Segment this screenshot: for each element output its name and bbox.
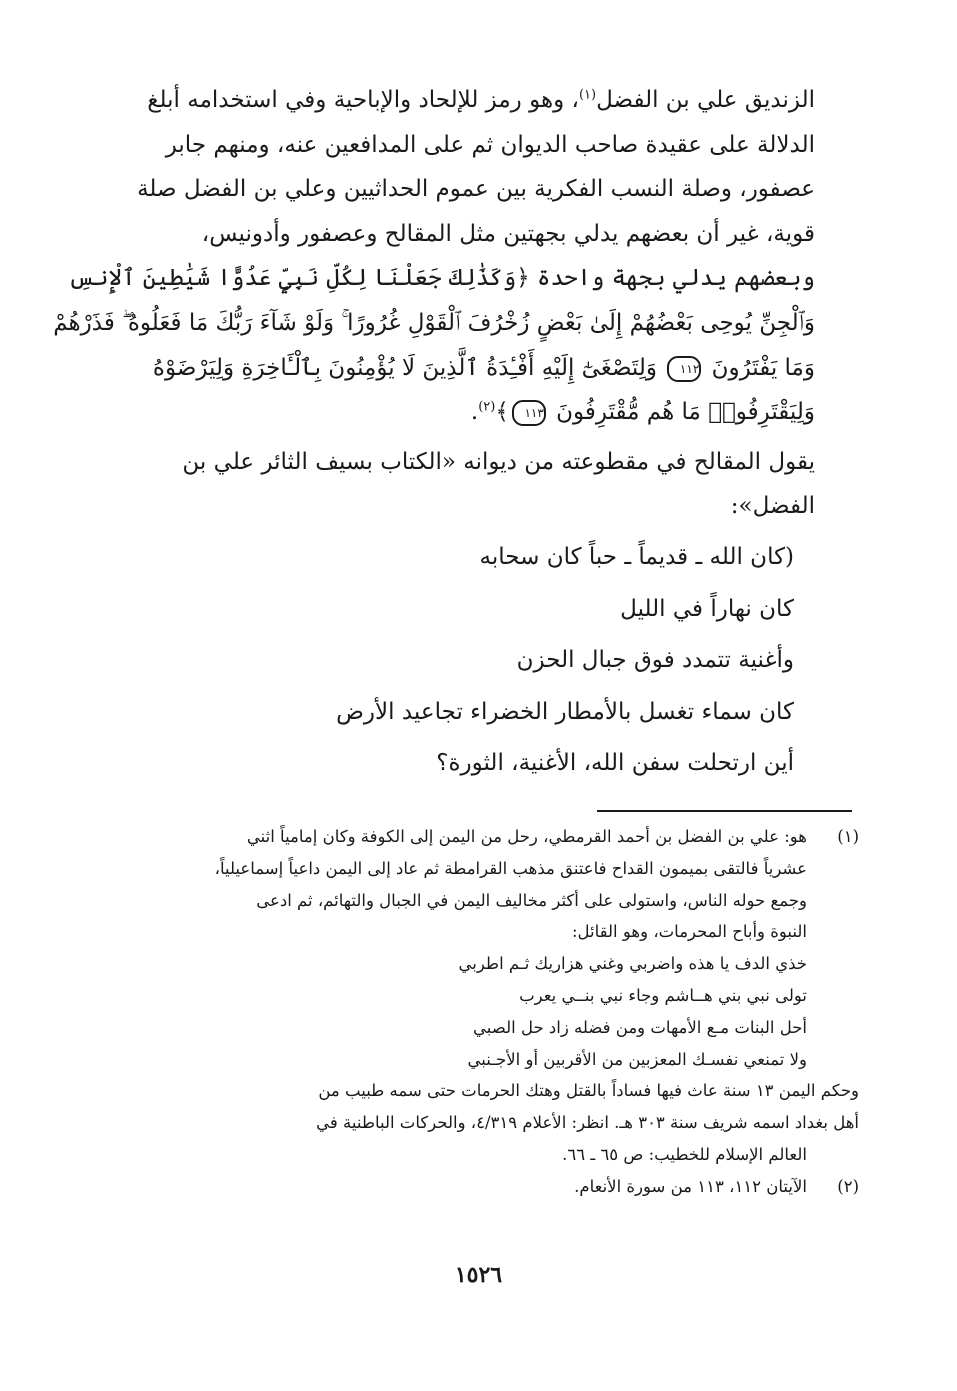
- ayah-number-113-marker: ١١٣: [512, 400, 546, 426]
- footnote-2: [102, 1171, 859, 1203]
- footnote-poem-line: خذي الدف يا هذه واضربي وغني هزاريك ثـم اطربي: [458, 954, 807, 974]
- footnote-line: عشرياً فالتقى بميمون القداح فاعتنق مذهب القرامطة ثم عاد إلى اليمن داعياً إسماعيلياً،: [214, 858, 807, 878]
- text-line: الزنديق علي بن الفضل$^{(١)}$، وهو رمز للإلحاد والإباحية وفي استخدامه أبلغ: [147, 87, 815, 113]
- poem-verse: كان نهاراً في الليل: [620, 595, 794, 622]
- poem-verse: أين ارتحلت سفن الله، الأغنية، الثورة؟: [436, 750, 794, 777]
- footnote-1-continued: [102, 1075, 859, 1170]
- poem-verse: كان سماء تغسل بالأمطار الخضراء تجاعيد الأرض: [336, 698, 794, 725]
- poem-verse: (كان الله ـ قديماً ـ حباً كان سحابه: [479, 544, 794, 570]
- footnote-line: أهل بغداد اسمه شريف سنة ٣٠٣ هـ. انظر: الأعلام ٤/٣١٩، والحركات الباطنية في: [316, 1113, 859, 1133]
- ayah-number-112-marker: ١١٢: [667, 356, 701, 382]
- page-number: ١٥٢٦: [454, 1262, 503, 1288]
- text-line: الفضل»:: [730, 493, 815, 519]
- text-line: قوية، غير أن بعضهم يدلي بجهتين مثل المقالح وعصفور وأدونيس،: [201, 220, 815, 247]
- footnote-poem-line: ولا تمنعي نفسـك المعزبين من الأقربين أو الأجـنبي: [467, 1049, 807, 1069]
- poem-verse: وأغنية تتمدد فوق جبال الحزن: [516, 647, 794, 674]
- quran-verse-line: وَٱلْجِنِّ يُوحِى بَعْضُهُمْ إِلَىٰ بَعْضٍ زُخْرُفَ ٱلْقَوْلِ غُرُورًا ۚ وَلَوْ شَآءَ رَبُّكَ مَا فَعَلُوهُ ۖ فَذَرْهُمْ: [53, 309, 815, 336]
- footnote-line: الآيتان ١١٢، ١١٣ من سورة الأنعام.: [574, 1176, 807, 1196]
- text-line: وبعضهم يدلي بجهة واحدة ﴿وَكَذَٰلِكَ جَعَلْنَا لِكُلِّ نَبِيٍّ عَدُوًّا شَيَٰطِينَ ٱلْإِنسِ: [68, 265, 815, 292]
- footnote-1: [102, 821, 859, 1075]
- text-line: الدلالة على عقيدة صاحب الديوان ثم على المدافعين عنه، ومنهم جابر: [165, 131, 815, 158]
- footnote-poem-line: تولى نبي بني هــاشم وجاء نبي بنــي يعرب: [519, 985, 807, 1005]
- footnote-poem-line: أحل البنات مـع الأمهات ومن فضله زاد حل الصبي: [473, 1017, 807, 1037]
- quran-verse-line: وَلِيَقْتَرِفُوا۟ مَا هُم مُّقْتَرِفُونَ ١١٣﴾$^{(٢)}$.: [470, 399, 815, 426]
- footnote-line: وجمع حوله الناس، واستولى على أكثر مخاليف اليمن في الجبال والتهائم، ثم ادعى: [256, 890, 807, 910]
- footnote-reference-1[interactable]: (١): [578, 87, 597, 103]
- quran-verse: ﴿وَكَذَٰلِكَ جَعَلْنَا لِكُلِّ نَبِيٍّ عَدُوًّا شَيَٰطِينَ ٱلْإِنسِ: [68, 265, 530, 292]
- footnote-number: (٢): [837, 1176, 859, 1196]
- footnotes-section: [102, 821, 859, 1203]
- footnote-line: العالم الإسلام للخطيب: ص ٦٥ ـ ٦٦.: [562, 1144, 807, 1164]
- quran-verse-line: وَمَا يَفْتَرُونَ ١١٢ وَلِتَصْغَىٰٓ إِلَيْهِ أَفْـِٔدَةُ ٱلَّذِينَ لَا يُؤْمِنُونَ بِٱلْـَٔاخِرَةِ وَلِيَرْضَوْهُ: [152, 354, 815, 381]
- footnote-line: النبوة وأباح المحرمات، وهو القائل:: [572, 922, 807, 942]
- text-line: يقول المقالح في مقطوعته من ديوانه «الكتاب بسيف الثائر علي بن: [182, 449, 815, 475]
- footnote-reference-2[interactable]: (٢): [478, 399, 496, 415]
- footnote-number: (١): [837, 827, 859, 846]
- text-line: عصفور، وصلة النسب الفكرية بين عموم الحداثيين وعلي بن الفضل صلة: [137, 176, 815, 203]
- footnote-divider: [597, 810, 852, 812]
- intro-paragraph: [102, 440, 815, 528]
- main-paragraph: [53, 78, 815, 435]
- poem-block: [336, 532, 794, 790]
- footnote-line: وحكم اليمن ١٣ سنة عاث فيها فساداً بالقتل وهتك الحرمات حتى سمه طبيب من: [318, 1081, 859, 1101]
- footnote-line: هو: علي بن الفضل بن أحمد القرمطي، رحل من اليمن إلى الكوفة وكان إمامياً اثني: [246, 827, 807, 846]
